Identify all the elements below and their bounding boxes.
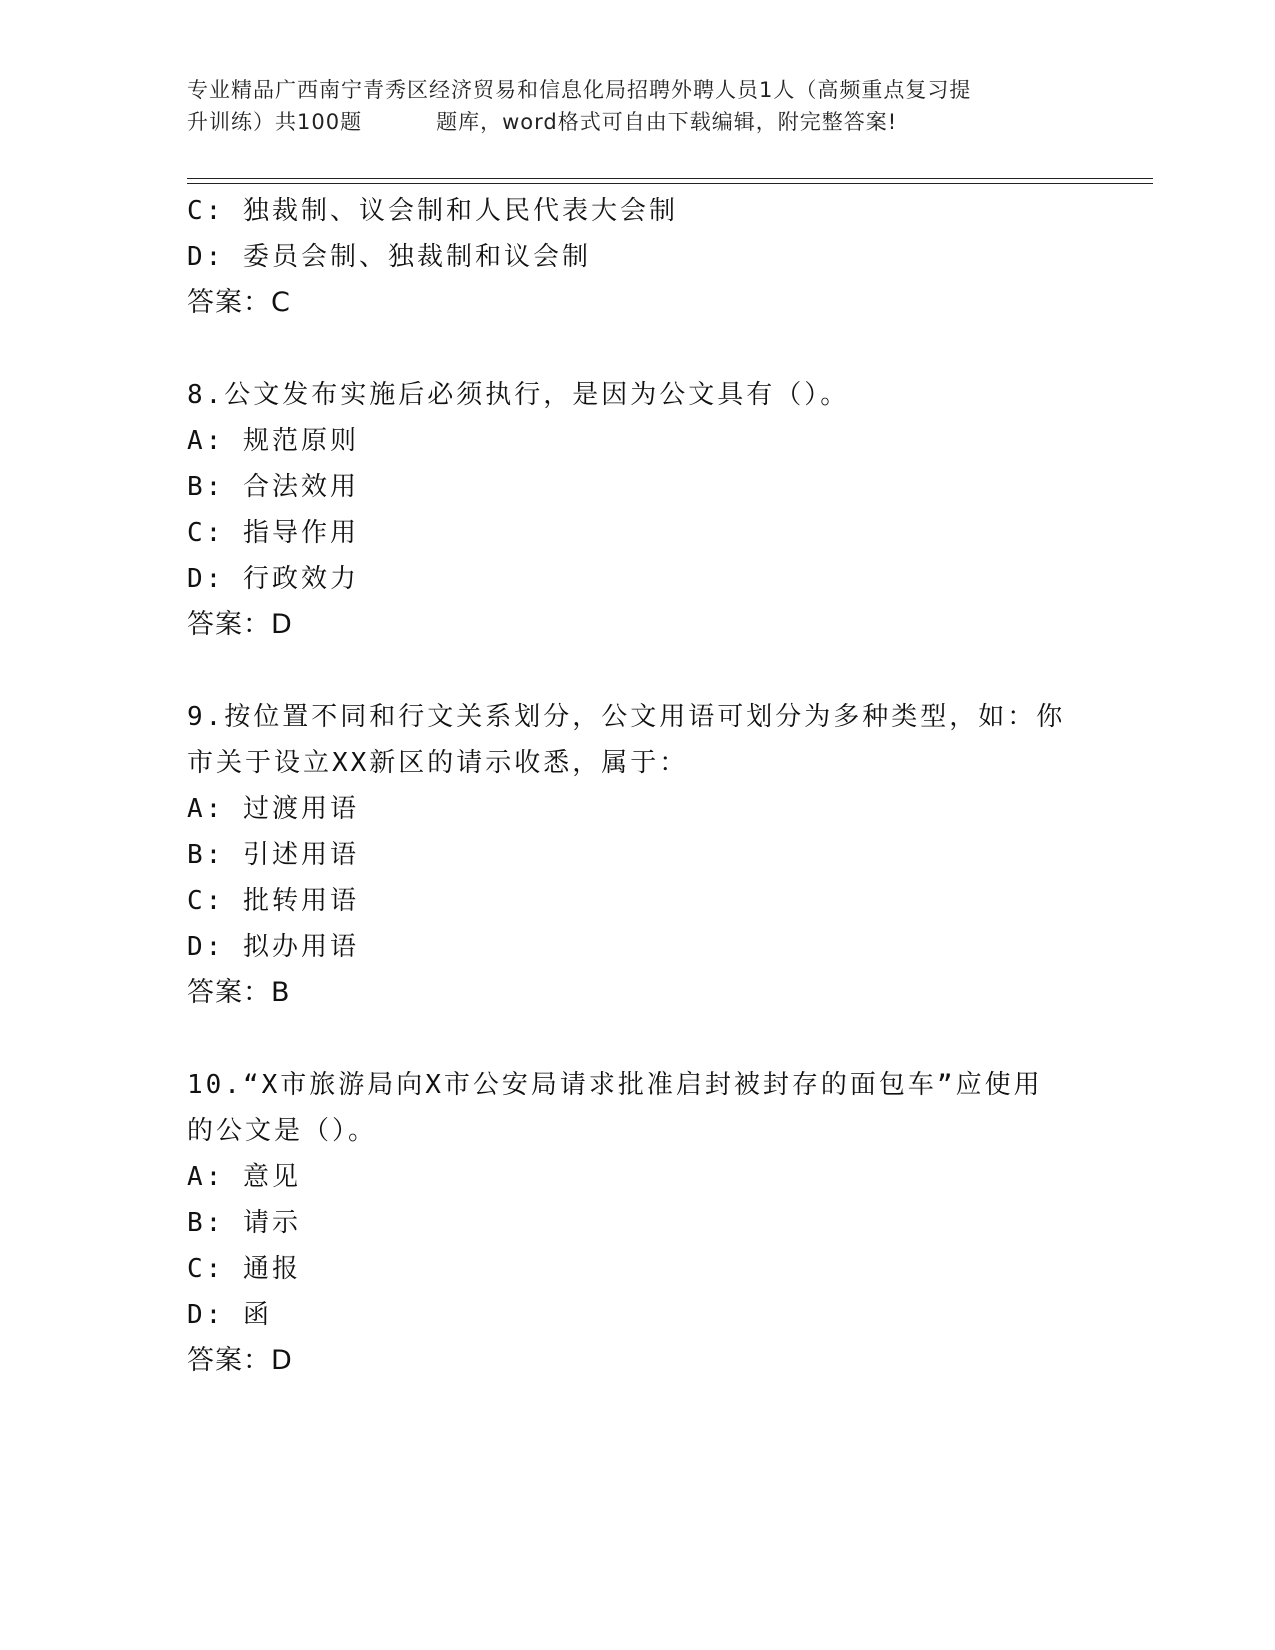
document-header (187, 74, 1087, 138)
option-c: C: 通报 (187, 1254, 301, 1284)
document-body (187, 188, 1087, 1384)
option-a: A: 过渡用语 (187, 794, 359, 824)
answer-line: 答案：D (187, 1345, 293, 1376)
answer-line: 答案：B (187, 977, 291, 1008)
header-line-2 (187, 106, 1087, 138)
option-d: D: 委员会制、独裁制和议会制 (187, 242, 591, 272)
header-divider-bottom (187, 183, 1153, 184)
option-b: B: 引述用语 (187, 840, 359, 870)
question-stem-line-2: 市关于设立XX新区的请示收悉，属于： (187, 748, 689, 778)
option-d: D: 函 (187, 1300, 272, 1330)
option-c: C: 批转用语 (187, 886, 359, 916)
option-b: B: 合法效用 (187, 472, 359, 502)
option-b: B: 请示 (187, 1208, 301, 1238)
question-stem-line-2: 的公文是（）。 (187, 1116, 378, 1146)
question-7-continuation (187, 188, 1087, 326)
question-stem-line-1: 10.“X市旅游局向X市公安局请求批准启封被封存的面包车”应使用 (187, 1070, 1043, 1100)
answer-line: 答案：D (187, 609, 293, 640)
option-c: C: 指导作用 (187, 518, 359, 548)
header-line-2-part-b: 题库，word格式可自由下载编辑，附完整答案! (436, 110, 898, 134)
option-c: C: 独裁制、议会制和人民代表大会制 (187, 196, 678, 226)
option-a: A: 规范原则 (187, 426, 359, 456)
question-stem-line-1: 9.按位置不同和行文关系划分，公文用语可划分为多种类型，如：你 (187, 702, 1066, 732)
option-d: D: 行政效力 (187, 564, 359, 594)
question-8 (187, 372, 1087, 648)
answer-line: 答案：C (187, 287, 291, 318)
header-line-1: 专业精品广西南宁青秀区经济贸易和信息化局招聘外聘人员1人（高频重点复习提 (187, 78, 972, 102)
question-stem: 8.公文发布实施后必须执行，是因为公文具有（）。 (187, 380, 850, 410)
option-d: D: 拟办用语 (187, 932, 359, 962)
header-line-2-part-a: 升训练）共100题 (187, 110, 363, 134)
question-9 (187, 694, 1087, 1016)
question-10 (187, 1062, 1087, 1384)
option-a: A: 意见 (187, 1162, 301, 1192)
header-divider-top (187, 178, 1153, 179)
